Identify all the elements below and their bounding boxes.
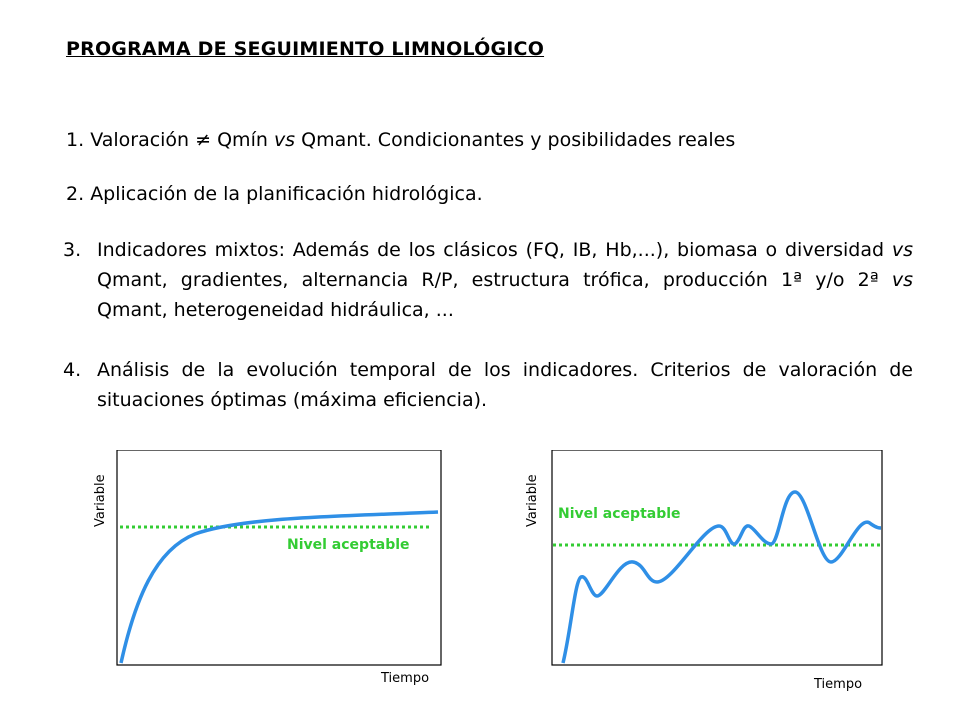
item-text: Aplicación de la planificación hidrológica. xyxy=(90,183,483,205)
item-text: Indicadores mixtos: Además de los clásicos (FQ, IB, Hb,...), biomasa o diversidad vs Qmant, gradientes, alternancia R/P, estructura trófica, producción 1ª y/o 2ª vs Qmant, heterogeneidad hidráulica, ... xyxy=(97,239,913,321)
threshold-label: Nivel aceptable xyxy=(558,506,681,522)
page-title: PROGRAMA DE SEGUIMIENTO LIMNOLÓGICO xyxy=(66,38,545,60)
item-number: 1. xyxy=(66,129,85,151)
item-number: 2. xyxy=(66,183,85,205)
list-item-2 xyxy=(66,179,866,209)
list-item-4 xyxy=(63,355,913,415)
list-item-3 xyxy=(63,235,913,325)
item-number: 4. xyxy=(63,359,82,381)
x-axis-label: Tiempo xyxy=(814,677,863,692)
plot-frame xyxy=(552,450,882,665)
list-item-1 xyxy=(66,125,866,155)
y-axis-label: Variable xyxy=(525,474,540,527)
item-number: 3. xyxy=(63,239,82,261)
x-axis-label: Tiempo xyxy=(381,671,430,686)
y-axis-label: Variable xyxy=(93,474,108,527)
oscillating-curve-chart xyxy=(515,450,890,700)
item-text: Análisis de la evolución temporal de los indicadores. Criterios de valoración de situaciones óptimas (máxima eficiencia). xyxy=(97,359,913,411)
saturating-curve-chart xyxy=(85,450,455,700)
saturating-curve xyxy=(121,512,438,663)
threshold-label: Nivel aceptable xyxy=(287,537,410,553)
item-text: Valoración ≠ Qmín vs Qmant. Condicionantes y posibilidades reales xyxy=(90,129,736,151)
